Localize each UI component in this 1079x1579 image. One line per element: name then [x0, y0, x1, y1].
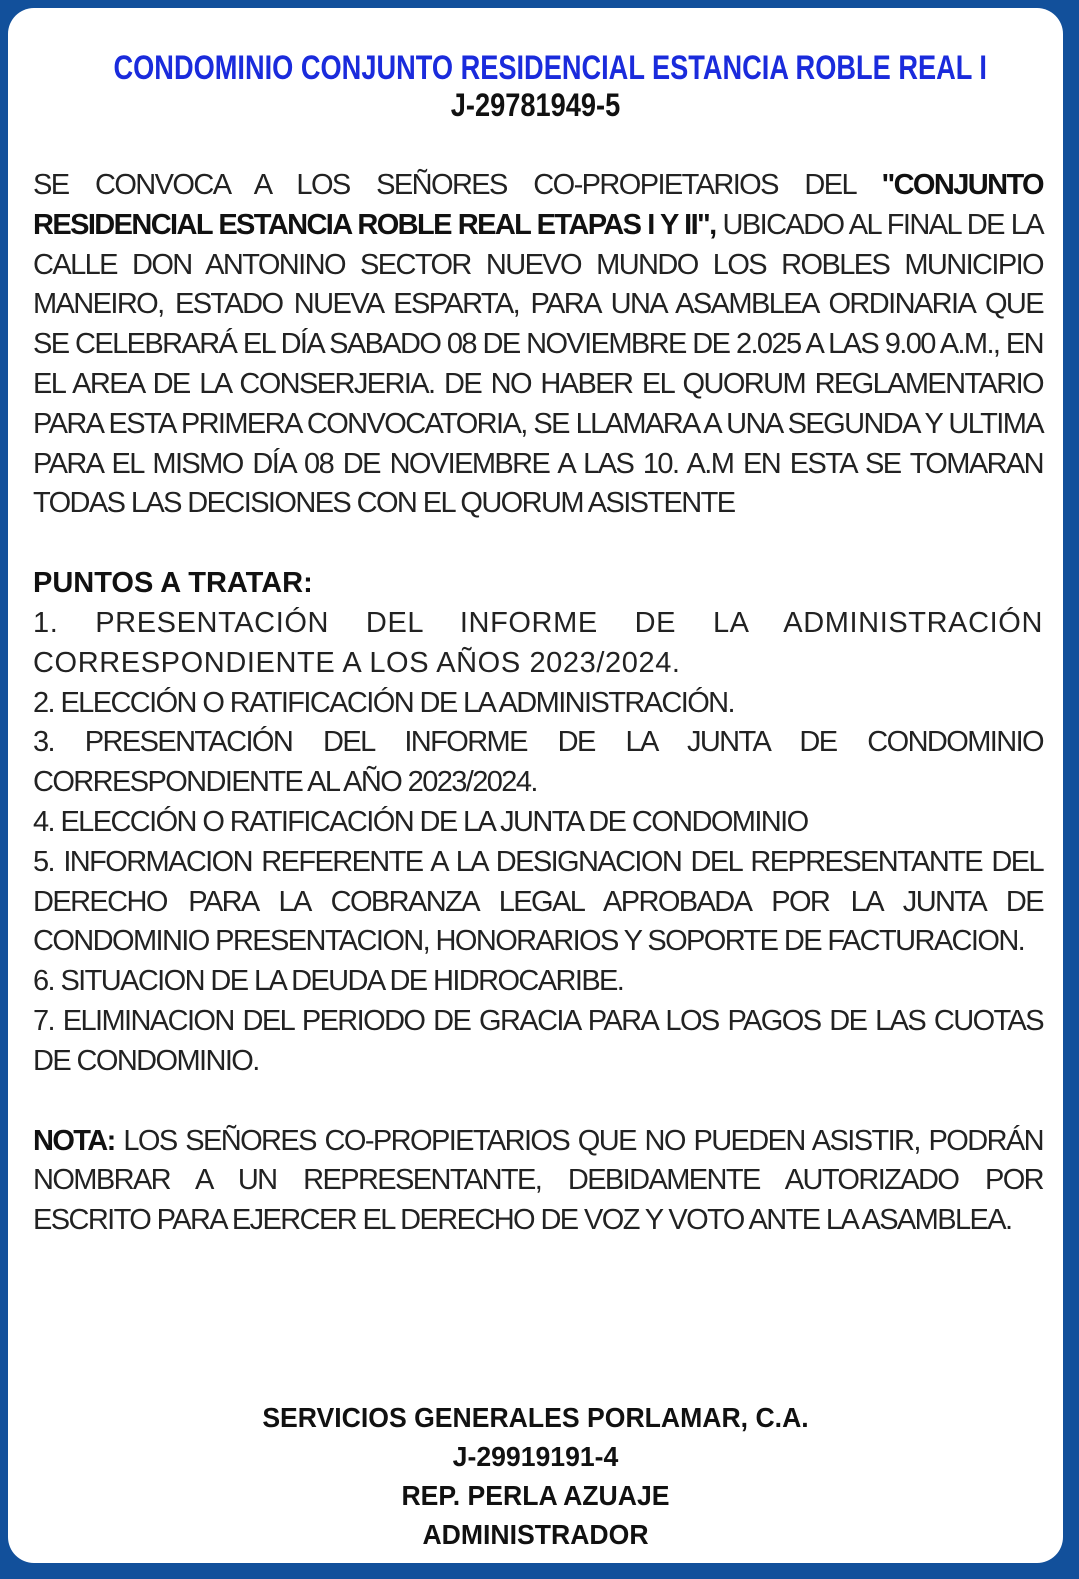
signature-representative: REP. PERLA AZUAJE [401, 1480, 670, 1511]
agenda-item: 1. PRESENTACIÓN DEL INFORME DE LA ADMINISTRACIÓN CORRESPONDIENTE A LOS AÑOS 2023/2024. [33, 606, 1043, 679]
signature-company: SERVICIOS GENERALES PORLAMAR, C.A. [262, 1402, 809, 1433]
spacer [33, 1082, 1043, 1122]
convocatoria-body: UBICADO AL FINAL DE LA CALLE DON ANTONINO SECTOR NUEVO MUNDO LOS ROBLES MUNICIPIO MANEIRO, ESTADO NUEVA ESPARTA, PARA UNA ASAMBLEA ORDINARIA QUE SE CELEBRARÁ EL DÍA SABADO 08 DE NOVIEMBRE DE 2.025 A LAS 9.00 A.M., EN EL AREA DE LA CONSERJERIA. DE NO HABER EL QUORUM REGLAMENTARIO PARA ESTA PRIMERA CONVOCATORIA, SE LLAMARA A UNA SEGUNDA Y ULTIMA PARA EL MISMO DÍA 08 DE NOVIEMBRE A LAS 10. A.M EN ESTA SE TOMARAN TODAS LAS DECISIONES CON EL QUORUM ASISTENTE [33, 208, 1043, 520]
agenda-heading-text: PUNTOS A TRATAR: [33, 567, 313, 600]
agenda-item: 3. PRESENTACIÓN DEL INFORME DE LA JUNTA DE CONDOMINIO CORRESPONDIENTE AL AÑO 2023/2024. [33, 726, 1043, 799]
notice-body [33, 166, 1043, 1241]
agenda-list [33, 604, 1043, 1082]
condominium-rif: J-29781949-5 [450, 87, 621, 123]
signature-block [8, 1398, 1063, 1554]
signature-role: ADMINISTRADOR [422, 1519, 649, 1550]
agenda-item: 4. ELECCIÓN O RATIFICACIÓN DE LA JUNTA DE CONDOMINIO [33, 805, 808, 838]
nota-label: NOTA: [33, 1124, 115, 1157]
nota-paragraph [33, 1122, 1043, 1241]
agenda-heading [33, 564, 1043, 604]
convocatoria-paragraph [33, 166, 1043, 524]
agenda-item: 5. INFORMACION REFERENTE A LA DESIGNACION DEL REPRESENTANTE DEL DERECHO PARA LA COBRANZA LEGAL APROBADA POR LA JUNTA DE CONDOMINIO PRESENTACION, HONORARIOS Y SOPORTE DE FACTURACION. [33, 845, 1043, 958]
condominium-title: CONDOMINIO CONJUNTO RESIDENCIAL ESTANCIA ROBLE REAL I [113, 49, 987, 87]
spacer [33, 524, 1043, 564]
notice-header [8, 48, 1063, 122]
convocatoria-intro: SE CONVOCA A LOS SEÑORES CO-PROPIETARIOS DEL [33, 169, 855, 201]
nota-text: LOS SEÑORES CO-PROPIETARIOS QUE NO PUEDEN ASISTIR, PODRÁN NOMBRAR A UN REPRESENTANTE, DEBIDAMENTE AUTORIZADO POR ESCRITO PARA EJERCER EL DERECHO DE VOZ Y VOTO ANTE LA ASAMBLEA. [33, 1124, 1043, 1237]
convocatoria-complex-name: "CONJUNTO RESIDENCIAL ESTANCIA ROBLE REAL ETAPAS I Y II", [33, 169, 1043, 241]
notice-card [8, 8, 1063, 1563]
agenda-item: 6. SITUACION DE LA DEUDA DE HIDROCARIBE. [33, 965, 624, 998]
agenda-item: 2. ELECCIÓN O RATIFICACIÓN DE LA ADMINISTRACIÓN. [33, 686, 734, 719]
signature-rif: J-29919191-4 [452, 1441, 619, 1472]
agenda-item: 7. ELIMINACION DEL PERIODO DE GRACIA PARA LOS PAGOS DE LAS CUOTAS DE CONDOMINIO. [33, 1004, 1043, 1077]
